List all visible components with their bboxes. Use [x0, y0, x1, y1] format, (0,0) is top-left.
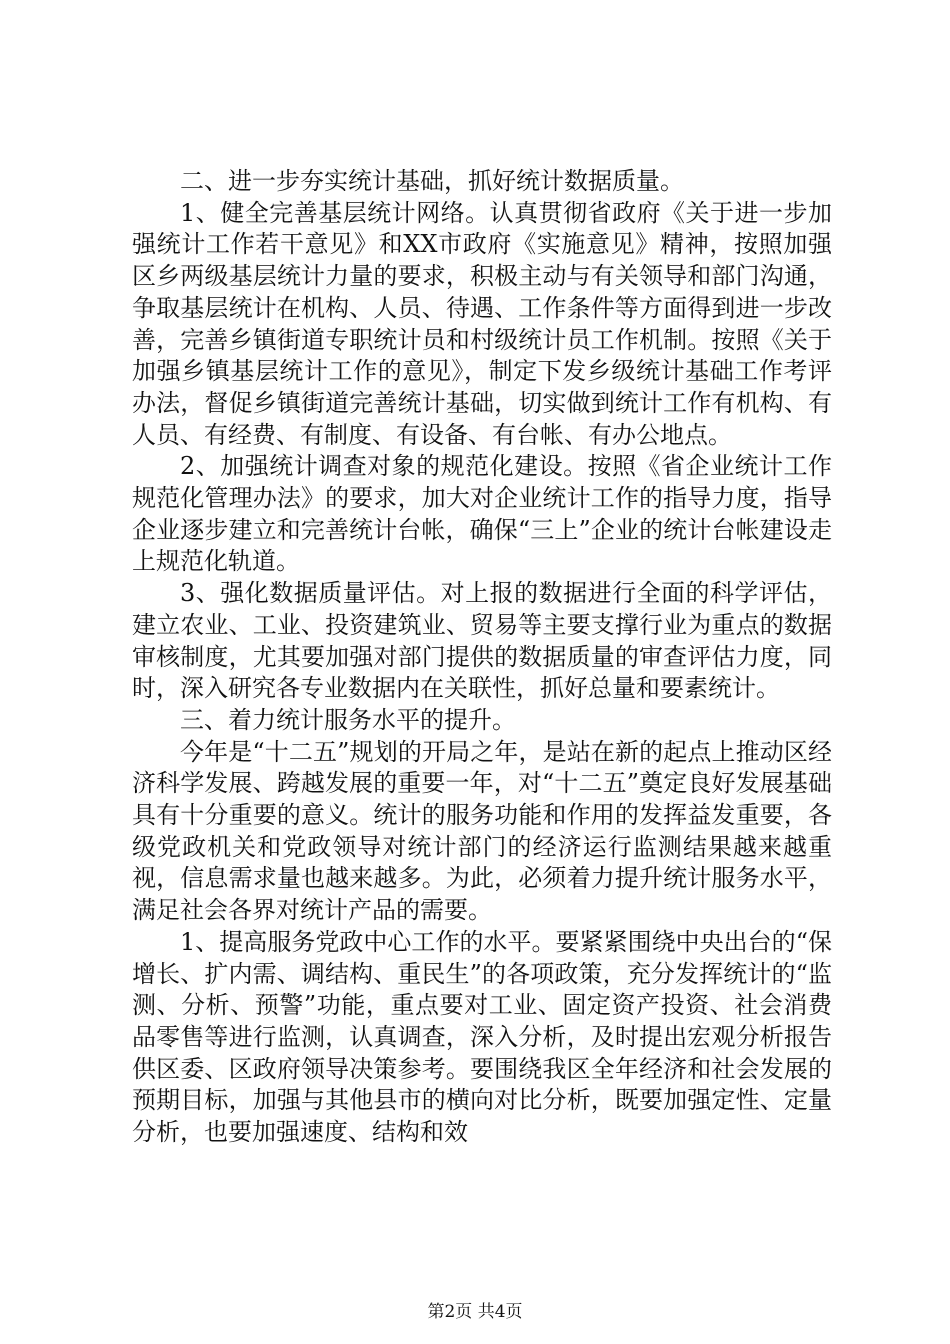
body-paragraph: 2、加强统计调查对象的规范化建设。按照《省企业统计工作规范化管理办法》的要求，加大对企业统计工作的指导力度，指导企业逐步建立和完善统计台帐，确保“三上”企业的统计台帐建设走上规范化轨道。: [132, 452, 832, 576]
body-paragraph: 3、强化数据质量评估。对上报的数据进行全面的科学评估，建立农业、工业、投资建筑业、贸易等主要支撑行业为重点的数据审核制度，尤其要加强对部门提供的数据质量的审查评估力度，同时，深入研究各专业数据内在关联性，抓好总量和要素统计。: [132, 579, 832, 703]
body-paragraph: 1、健全完善基层统计网络。认真贯彻省政府《关于进一步加强统计工作若干意见》和XX市政府《实施意见》精神，按照加强区乡两级基层统计力量的要求，积极主动与有关领导和部门沟通，争取基层统计在机构、人员、待遇、工作条件等方面得到进一步改善，完善乡镇街道专职统计员和村级统计员工作机制。按照《关于加强乡镇基层统计工作的意见》，制定下发乡级统计基础工作考评办法，督促乡镇街道完善统计基础，切实做到统计工作有机构、有人员、有经费、有制度、有设备、有台帐、有办公地点。: [132, 198, 832, 449]
document-body: [132, 166, 832, 1149]
section-heading: 三、着力统计服务水平的提升。: [180, 705, 516, 734]
page-number-footer: 第2页 共4页: [427, 1302, 523, 1322]
body-paragraph: 1、提高服务党政中心工作的水平。要紧紧围绕中央出台的“保增长、扩内需、调结构、重民生”的各项政策，充分发挥统计的“监测、分析、预警”功能，重点要对工业、固定资产投资、社会消费品零售等进行监测，认真调查，深入分析，及时提出宏观分析报告供区委、区政府领导决策参考。要围绕我区全年经济和社会发展的预期目标，加强与其他县市的横向对比分析，既要加强定性、定量分析，也要加强速度、结构和效: [132, 927, 832, 1147]
body-paragraph: 今年是“十二五”规划的开局之年，是站在新的起点上推动区经济科学发展、跨越发展的重要一年，对“十二五”奠定良好发展基础具有十分重要的意义。统计的服务功能和作用的发挥益发重要，各级党政机关和党政领导对统计部门的经济运行监测结果越来越重视，信息需求量也越来越多。为此，必须着力提升统计服务水平，满足社会各界对统计产品的需要。: [132, 737, 832, 925]
section-heading: 二、进一步夯实统计基础，抓好统计数据质量。: [180, 167, 684, 195]
